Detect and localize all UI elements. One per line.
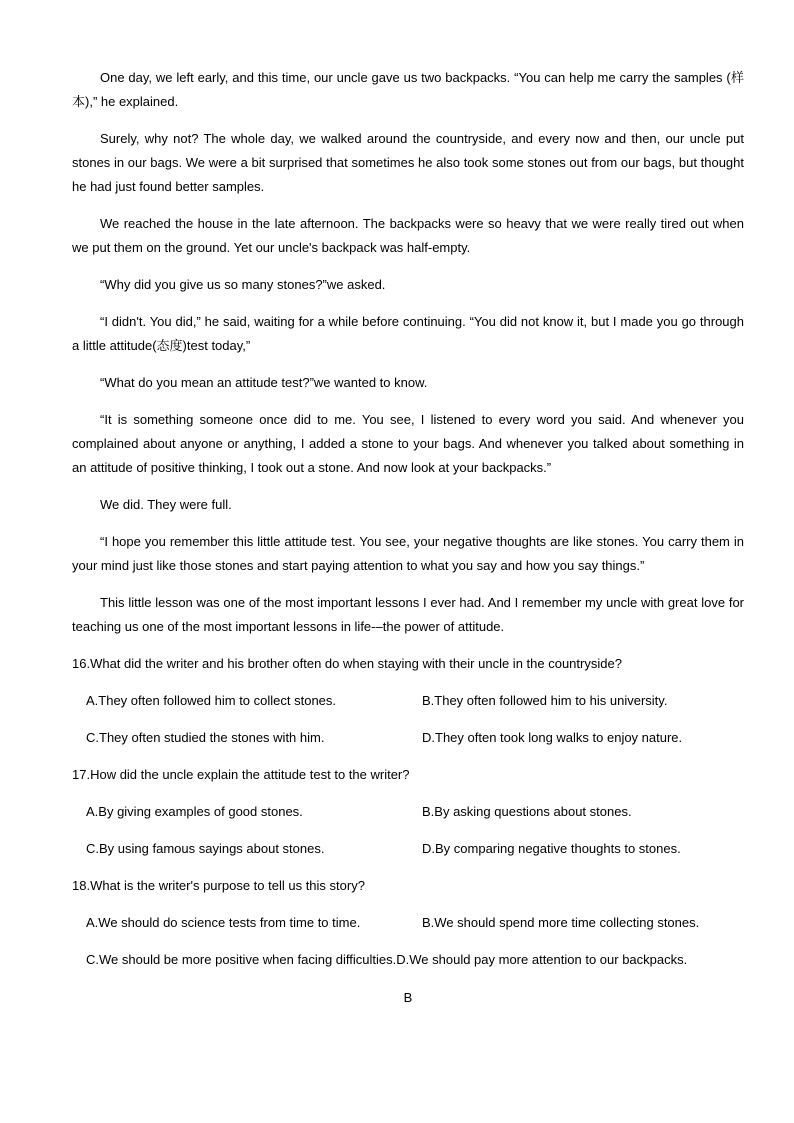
option-d: D.By comparing negative thoughts to stones. [422,841,681,856]
option-b: B.We should spend more time collecting stones. [422,915,700,930]
question-16 [72,652,744,750]
question-stem: 16.What did the writer and his brother often do when staying with their uncle in the countryside? [72,656,622,671]
question-stem: 17.How did the uncle explain the attitude test to the writer? [72,767,410,782]
passage-paragraph: This little lesson was one of the most important lessons I ever had. And I remember my uncle with great love for teaching us one of the most important lessons in life-–the power of attitude. [72,595,744,634]
passage [72,66,744,639]
question-stem: 18.What is the writer's purpose to tell us this story? [72,878,365,893]
passage-paragraph: We did. They were full. [100,497,232,512]
option-d: D.We should pay more attention to our backpacks. [396,952,688,967]
answer-options [72,689,744,750]
passage-paragraph: “It is something someone once did to me. You see, I listened to every word you said. And whenever you complained about anyone or anything, I added a stone to your bags. And whenever you talked about something in an attitude of positive thinking, I took out a stone. And now look at your backpacks.” [72,412,744,475]
option-b: B.By asking questions about stones. [422,804,632,819]
option-a: A.They often followed him to collect stones. [86,693,337,708]
passage-paragraph: “I didn't. You did,” he said, waiting for a while before continuing. “You did not know it, but I made you go through a little attitude(态度)test today,” [72,314,744,353]
document-page [72,66,744,1010]
passage-paragraph: One day, we left early, and this time, our uncle gave us two backpacks. “You can help me carry the samples (样本),” he explained. [72,70,744,109]
passage-paragraph: “Why did you give us so many stones?”we asked. [100,277,386,292]
option-c: C.They often studied the stones with him. [86,730,325,745]
passage-paragraph: “What do you mean an attitude test?”we wanted to know. [100,375,428,390]
answer-options [72,948,744,972]
option-a: A.By giving examples of good stones. [86,804,303,819]
option-c: C.We should be more positive when facing difficulties. [86,952,397,967]
answer-options [72,911,744,935]
option-b: B.They often followed him to his university. [422,693,668,708]
passage-paragraph: “I hope you remember this little attitude test. You see, your negative thoughts are like stones. You carry them in your mind just like those stones and start paying attention to what you say and how you say things.” [72,534,744,573]
option-c: C.By using famous sayings about stones. [86,841,325,856]
passage-paragraph: We reached the house in the late afternoon. The backpacks were so heavy that we were really tired out when we put them on the ground. Yet our uncle's backpack was half-empty. [72,216,744,255]
passage-paragraph: Surely, why not? The whole day, we walked around the countryside, and every now and then, our uncle put stones in our bags. We were a bit surprised that sometimes he also took some stones out from our bags, but thought he had just found better samples. [72,131,744,194]
question-18 [72,874,744,972]
question-17 [72,763,744,861]
answer-options [72,800,744,861]
option-d: D.They often took long walks to enjoy nature. [422,730,683,745]
option-a: A.We should do science tests from time to time. [86,915,361,930]
section-heading: B [403,990,413,1005]
